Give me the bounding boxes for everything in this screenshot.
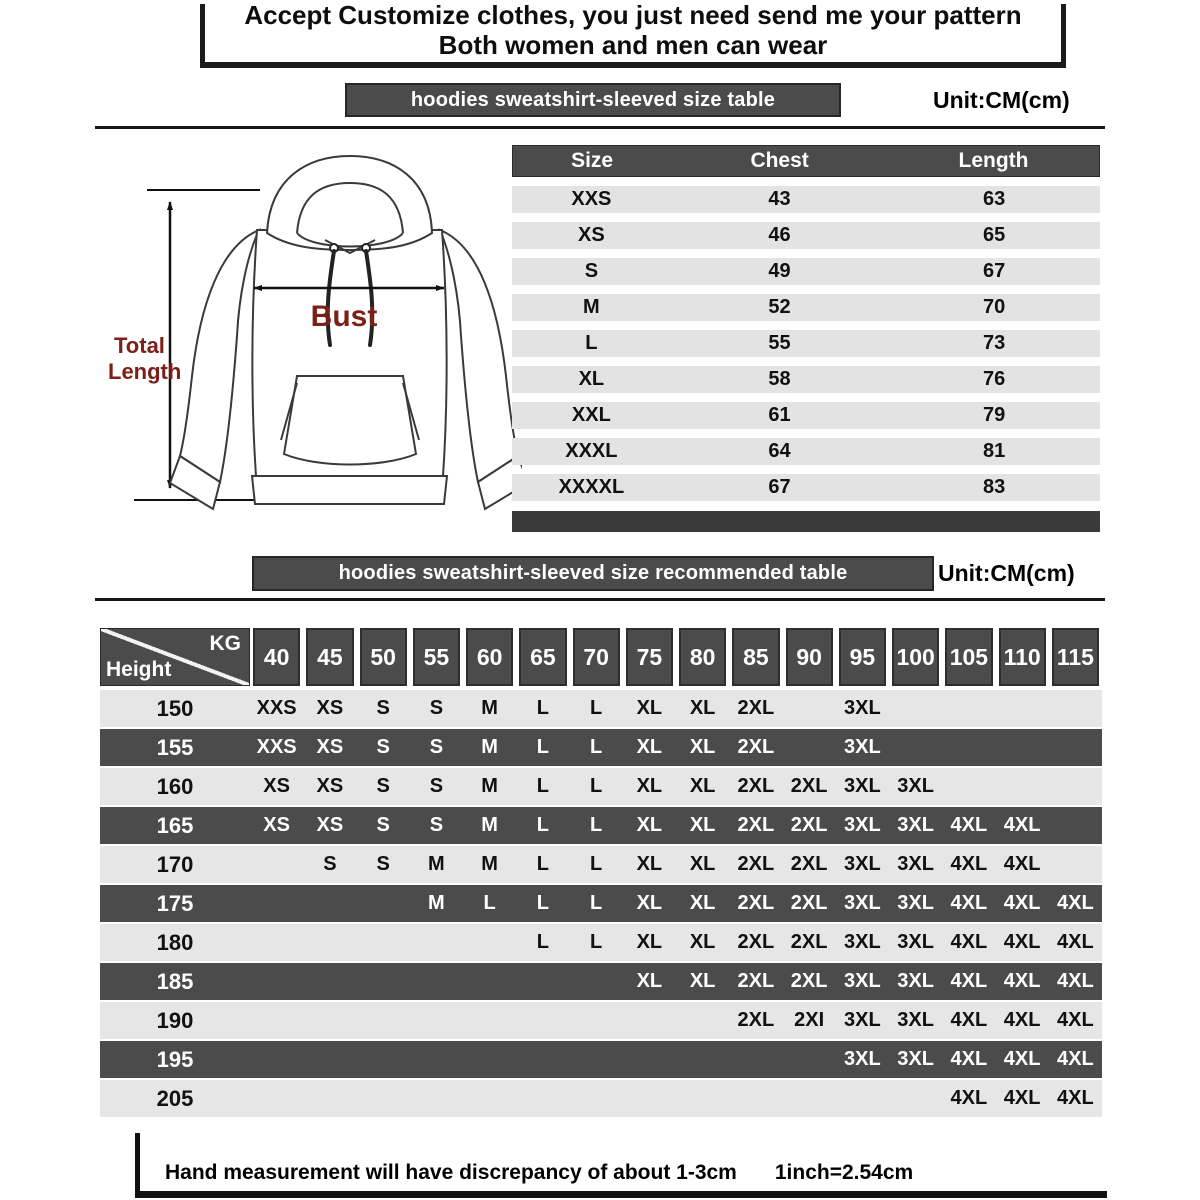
matrix-cell: XL — [636, 970, 663, 992]
table-cell: XXXXL — [558, 476, 625, 498]
matrix-cell: 3XL — [897, 814, 934, 836]
matrix-cell: 2XL — [790, 814, 828, 836]
table-cell: 67 — [768, 476, 791, 498]
weight-column-header: 70 — [573, 628, 620, 686]
matrix-cell: 2XL — [790, 931, 828, 953]
matrix-cell: 3XL — [897, 1048, 934, 1070]
matrix-cell: S — [429, 775, 444, 797]
weight-column-header: 85 — [732, 628, 779, 686]
weight-column-header: 95 — [839, 628, 886, 686]
weight-column-header: 45 — [306, 628, 353, 686]
table-cell: M — [583, 296, 600, 318]
table-cell: 81 — [983, 440, 1006, 462]
inch-conversion: 1inch=2.54cm — [774, 1161, 914, 1184]
page-title-line1: Accept Customize clothes, you just need send me your pattern — [244, 0, 1022, 30]
matrix-cell: 2XL — [737, 775, 775, 797]
matrix-cell: XL — [636, 697, 663, 719]
matrix-cell: 4XL — [950, 931, 988, 953]
matrix-corner-cell — [100, 628, 250, 686]
height-label: 160 — [156, 773, 194, 799]
matrix-cell: M — [481, 853, 498, 875]
matrix-cell: L — [590, 697, 603, 719]
matrix-cell: 3XL — [844, 736, 881, 758]
hoodie-measurement-diagram — [92, 138, 522, 528]
table-row — [512, 186, 1100, 213]
matrix-cell: 4XL — [1003, 1009, 1041, 1031]
weight-column-header: 55 — [413, 628, 460, 686]
matrix-cell: S — [429, 814, 444, 836]
matrix-cell: XL — [636, 775, 663, 797]
corner-kg-label: KG — [209, 632, 241, 655]
table-cell: 58 — [768, 368, 791, 390]
weight-column-header: 90 — [786, 628, 833, 686]
matrix-cell: 2XL — [790, 775, 828, 797]
matrix-cell: 2XL — [737, 1009, 775, 1031]
matrix-row — [100, 690, 1102, 727]
matrix-cell: 4XL — [950, 814, 988, 836]
matrix-cell: L — [536, 931, 549, 953]
size-table-header — [512, 145, 1100, 177]
matrix-cell: XL — [636, 853, 663, 875]
matrix-cell: L — [536, 814, 549, 836]
table-cell: 79 — [983, 404, 1006, 426]
table-cell: XS — [578, 224, 605, 246]
left-sleeve — [180, 230, 259, 482]
right-sleeve — [440, 230, 518, 482]
matrix-row — [100, 729, 1102, 766]
matrix-cell: XS — [263, 775, 290, 797]
table-row — [512, 402, 1100, 429]
matrix-cell: XL — [689, 931, 716, 953]
matrix-cell: XL — [689, 892, 716, 914]
size-table-banner: hoodies sweatshirt-sleeved size table — [345, 83, 841, 117]
table-cell: 76 — [983, 368, 1006, 390]
matrix-cell: 3XL — [844, 853, 881, 875]
table-cell: 70 — [983, 296, 1006, 318]
weight-column-header: 40 — [253, 628, 300, 686]
matrix-cell: XS — [316, 775, 344, 797]
height-label: 185 — [156, 968, 194, 994]
matrix-cell: 4XL — [1057, 970, 1094, 992]
table-row — [512, 438, 1100, 465]
matrix-cell: S — [429, 736, 444, 758]
table-cell: 64 — [768, 440, 791, 462]
matrix-cell: XS — [316, 814, 344, 836]
table-cell: XXL — [571, 404, 611, 426]
table-row — [512, 474, 1100, 501]
weight-column-header: 65 — [519, 628, 566, 686]
matrix-cell: L — [536, 892, 549, 914]
height-label: 190 — [156, 1007, 194, 1033]
recommended-table-banner: hoodies sweatshirt-sleeved size recommended table — [252, 556, 934, 591]
footer-frame — [135, 1133, 1107, 1198]
matrix-row — [100, 1080, 1102, 1117]
matrix-cell: 4XL — [950, 892, 988, 914]
recommended-size-matrix — [100, 628, 1102, 1117]
matrix-cell: 2XL — [737, 970, 775, 992]
table-cell: 83 — [983, 476, 1006, 498]
matrix-cell: 4XL — [1003, 1087, 1041, 1109]
matrix-cell: L — [590, 775, 603, 797]
matrix-cell: XL — [636, 931, 663, 953]
matrix-row — [100, 963, 1102, 1000]
table-cell: 46 — [768, 224, 791, 246]
matrix-cell: 4XL — [1003, 892, 1041, 914]
matrix-cell: L — [536, 736, 549, 758]
matrix-cell: XL — [689, 736, 716, 758]
table-row — [512, 222, 1100, 249]
matrix-row — [100, 924, 1102, 961]
matrix-cell: XL — [689, 697, 716, 719]
matrix-cell: 2XI — [794, 1009, 825, 1031]
table-cell: L — [585, 332, 598, 354]
matrix-cell: L — [590, 814, 603, 836]
matrix-cell: 4XL — [1057, 1087, 1094, 1109]
matrix-cell: XS — [263, 814, 290, 836]
matrix-cell: XL — [636, 892, 663, 914]
matrix-cell: L — [590, 736, 603, 758]
matrix-cell: L — [536, 697, 549, 719]
table-cell: 43 — [768, 188, 791, 210]
table-cell: XXXL — [565, 440, 618, 462]
table-cell: 63 — [983, 188, 1006, 210]
matrix-cell: M — [481, 775, 498, 797]
matrix-row — [100, 1041, 1102, 1078]
matrix-cell: XL — [689, 853, 716, 875]
table-cell: 49 — [768, 260, 791, 282]
matrix-cell: 4XL — [1057, 1009, 1094, 1031]
table-row — [512, 366, 1100, 393]
divider-line-1 — [95, 126, 1105, 129]
table-cell: XL — [578, 368, 605, 390]
matrix-cell: 4XL — [1003, 931, 1041, 953]
matrix-cell: XL — [689, 970, 716, 992]
matrix-cell: XS — [316, 736, 344, 758]
measurement-note: Hand measurement will have discrepancy of about 1-3cm — [165, 1161, 737, 1184]
matrix-cell: 4XL — [950, 970, 988, 992]
matrix-cell: 2XL — [737, 814, 775, 836]
matrix-cell: 2XL — [737, 736, 775, 758]
height-label: 170 — [156, 851, 194, 877]
weight-column-header: 60 — [466, 628, 513, 686]
matrix-cell: XL — [636, 736, 663, 758]
matrix-cell: 4XL — [1003, 814, 1041, 836]
table-row — [512, 330, 1100, 357]
column-header-length: Length — [958, 149, 1029, 172]
table-cell: 61 — [768, 404, 791, 426]
matrix-cell: 3XL — [844, 931, 881, 953]
bust-label: Bust — [310, 300, 378, 333]
table-cell: XXS — [571, 188, 612, 210]
height-label: 195 — [156, 1046, 194, 1072]
matrix-body — [100, 690, 1102, 1117]
matrix-cell: M — [481, 697, 498, 719]
footer-text — [165, 1161, 913, 1185]
matrix-cell: S — [323, 853, 337, 875]
matrix-cell: 2XL — [737, 697, 775, 719]
matrix-cell: 3XL — [897, 775, 934, 797]
matrix-cell: M — [481, 814, 498, 836]
weight-column-header: 105 — [945, 628, 992, 686]
matrix-cell: L — [536, 775, 549, 797]
matrix-cell: 3XL — [897, 853, 934, 875]
unit-label-1: Unit:CM(cm) — [933, 87, 1070, 113]
matrix-cell: 3XL — [844, 1048, 881, 1070]
unit-label-2: Unit:CM(cm) — [938, 560, 1075, 586]
matrix-cell: S — [376, 697, 390, 719]
size-table — [512, 145, 1100, 532]
matrix-cell: 2XL — [790, 892, 828, 914]
matrix-cell: 4XL — [1057, 931, 1094, 953]
matrix-cell: L — [483, 892, 496, 914]
pocket — [284, 376, 416, 465]
matrix-cell: L — [536, 853, 549, 875]
matrix-cell: XL — [689, 814, 716, 836]
weight-column-header: 80 — [679, 628, 726, 686]
matrix-cell: 4XL — [1003, 853, 1041, 875]
matrix-cell: S — [376, 736, 390, 758]
matrix-cell: L — [590, 853, 603, 875]
height-label: 150 — [156, 695, 194, 721]
matrix-cell: 4XL — [950, 853, 988, 875]
total-length-label-line1: Total — [114, 333, 165, 358]
matrix-cell: 3XL — [844, 697, 881, 719]
column-header-chest: Chest — [750, 149, 809, 172]
matrix-cell: 2XL — [737, 853, 775, 875]
matrix-cell: XL — [636, 814, 663, 836]
weight-column-header: 50 — [360, 628, 407, 686]
weight-column-header: 75 — [626, 628, 673, 686]
matrix-cell: 4XL — [950, 1048, 988, 1070]
matrix-cell: 2XL — [737, 892, 775, 914]
matrix-row — [100, 846, 1102, 883]
table-row — [512, 294, 1100, 321]
matrix-cell: 3XL — [897, 931, 934, 953]
table-cell: 67 — [983, 260, 1006, 282]
corner-height-label: Height — [106, 658, 172, 681]
total-length-label-line2: Length — [108, 359, 182, 384]
matrix-cell: XXS — [256, 736, 297, 758]
weight-column-header: 100 — [892, 628, 939, 686]
matrix-cell: 2XL — [737, 931, 775, 953]
divider-line-2 — [95, 598, 1105, 601]
matrix-cell: 2XL — [790, 853, 828, 875]
height-label: 155 — [156, 734, 194, 760]
matrix-cell: S — [376, 853, 390, 875]
table-cell: 55 — [768, 332, 791, 354]
matrix-row — [100, 807, 1102, 844]
matrix-row — [100, 1002, 1102, 1039]
size-table-footer-bar — [512, 511, 1100, 532]
matrix-cell: 4XL — [1057, 1048, 1094, 1070]
table-cell: 65 — [983, 224, 1006, 246]
weight-column-header: 115 — [1052, 628, 1099, 686]
matrix-cell: XXS — [256, 697, 297, 719]
matrix-cell: XL — [689, 775, 716, 797]
height-label: 175 — [156, 890, 194, 916]
matrix-cell: 3XL — [844, 892, 881, 914]
matrix-cell: 3XL — [897, 1009, 934, 1031]
table-cell: S — [584, 260, 599, 282]
matrix-cell: 3XL — [844, 775, 881, 797]
size-table-body — [512, 186, 1100, 501]
matrix-cell: 3XL — [897, 892, 934, 914]
matrix-cell: 3XL — [844, 970, 881, 992]
matrix-cell: S — [376, 775, 390, 797]
height-label: 165 — [156, 812, 194, 838]
matrix-cell: 4XL — [1003, 1048, 1041, 1070]
table-row — [512, 258, 1100, 285]
weight-column-header: 110 — [999, 628, 1046, 686]
matrix-cell: 4XL — [950, 1009, 988, 1031]
page-title-line2: Both women and men can wear — [438, 30, 828, 60]
matrix-cell: 3XL — [844, 814, 881, 836]
matrix-cell: XS — [316, 697, 344, 719]
matrix-row — [100, 885, 1102, 922]
matrix-cell: L — [590, 931, 603, 953]
matrix-cell: 4XL — [1003, 970, 1041, 992]
matrix-cell: M — [481, 736, 498, 758]
matrix-cell: 2XL — [790, 970, 828, 992]
table-cell: 52 — [768, 296, 791, 318]
matrix-cell: M — [428, 853, 445, 875]
matrix-cell: 3XL — [897, 970, 934, 992]
matrix-header-row — [100, 628, 1102, 686]
matrix-cell: S — [376, 814, 390, 836]
matrix-cell: L — [590, 892, 603, 914]
title-frame — [200, 0, 1066, 68]
matrix-row — [100, 768, 1102, 805]
matrix-cell: M — [428, 892, 445, 914]
table-cell: 73 — [983, 332, 1006, 354]
matrix-cell: 4XL — [950, 1087, 988, 1109]
height-label: 205 — [156, 1085, 194, 1111]
matrix-cell: 3XL — [844, 1009, 881, 1031]
column-header-size: Size — [571, 149, 614, 172]
matrix-cell: 4XL — [1057, 892, 1094, 914]
hem-band — [252, 476, 447, 504]
height-label: 180 — [156, 929, 194, 955]
matrix-cell: S — [429, 697, 444, 719]
